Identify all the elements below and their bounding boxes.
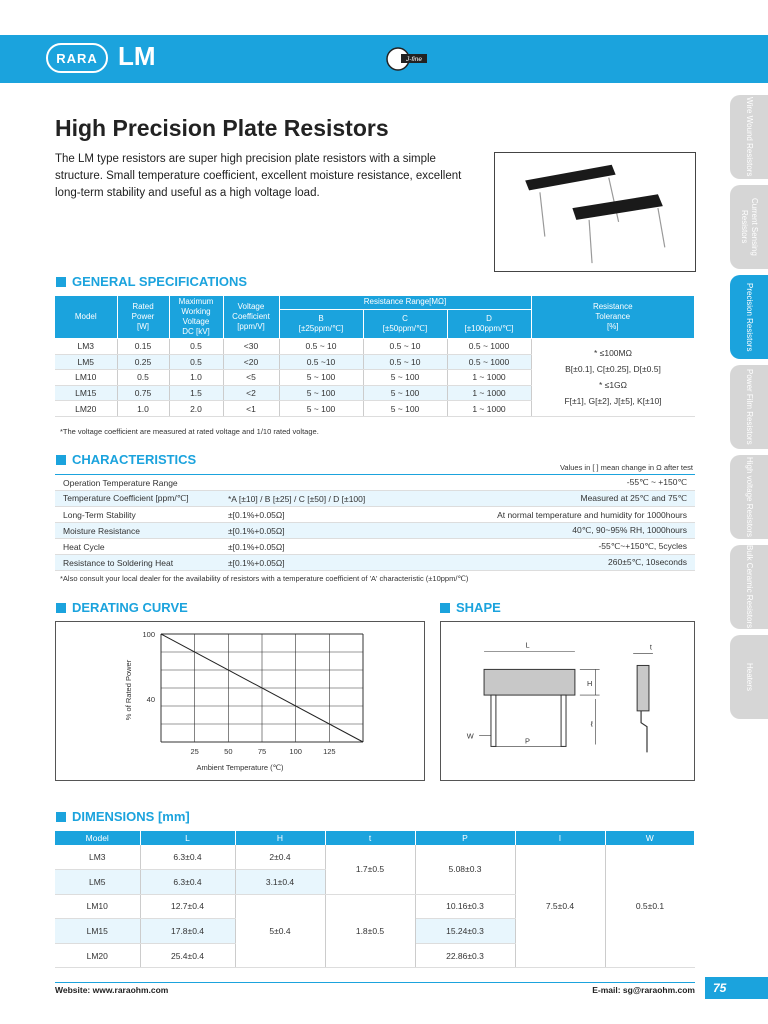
logo-text: RARA xyxy=(56,50,98,66)
shape-diagram xyxy=(440,621,695,781)
dim-label-p: P xyxy=(525,736,530,746)
x-tick-label: 50 xyxy=(224,747,233,756)
x-axis-label: Ambient Temperature (℃) xyxy=(196,763,284,772)
x-tick-label: 125 xyxy=(323,747,336,756)
header-rated-power: Rated Power [W] xyxy=(117,296,169,339)
table-row: LM15 0.75 1.5 <2 5 ~ 100 5 ~ 100 1 ~ 1000 xyxy=(55,385,695,401)
x-tick-labels xyxy=(190,747,335,756)
section-derating-curve: DERATING CURVE xyxy=(56,600,188,615)
header-max-voltage: Maximum Working Voltage DC [kV] xyxy=(169,296,223,339)
header-d: D [±100ppm/℃] xyxy=(447,309,531,339)
table-row: Temperature Coefficient [ppm/℃] *A [±10] / B [±25] / C [±50] / D [±100] Measured at 25℃ and 75℃ xyxy=(55,491,695,507)
x-tick-label: 25 xyxy=(190,747,199,756)
website-link[interactable]: Website: www.raraohm.com xyxy=(55,985,169,995)
y-tick-labels xyxy=(142,630,155,704)
header-tolerance: Resistance Tolerance [%] xyxy=(531,296,695,339)
section-dimensions: DIMENSIONS [mm] xyxy=(56,809,190,824)
table-row: Long-Term Stability ±[0.1%+0.05Ω] At normal temperature and humidity for 1000hours xyxy=(55,507,695,523)
table-row: Operation Temperature Range -55℃ ~ +150℃ xyxy=(55,475,695,491)
header-voltage-coefficient: Voltage Coefficient [ppm/V] xyxy=(223,296,279,339)
side-tab-precision[interactable]: Precision Resistors xyxy=(730,275,768,359)
jfine-badge-icon xyxy=(385,46,429,72)
series-name: LM xyxy=(118,41,156,71)
side-tab-wire-wound[interactable]: Wire Wound Resistors xyxy=(730,95,768,179)
brand-logo xyxy=(46,43,108,73)
table-row: LM5 0.25 0.5 <20 0.5 ~10 0.5 ~ 10 0.5 ~ 1000 xyxy=(55,354,695,370)
top-margin xyxy=(0,0,768,24)
characteristics-table xyxy=(55,474,695,571)
characteristics-note: *Also consult your local dealer for the availability of resistors with a temperature coefficient of 'A' characteristic (±10ppm/℃) xyxy=(60,574,469,583)
general-specs-table xyxy=(55,296,695,417)
header-resistance-range: Resistance Range[MΩ] xyxy=(279,296,531,309)
derating-chart xyxy=(56,622,424,780)
table-row: LM20 1.0 2.0 <1 5 ~ 100 5 ~ 100 1 ~ 1000 xyxy=(55,401,695,417)
dim-label-l: L xyxy=(525,640,530,650)
tolerance-cell: * ≤100MΩ B[±0.1], C[±0.25], D[±0.5] * ≤1GΩ F[±1], G[±2], J[±5], K[±10] xyxy=(531,339,695,417)
side-tab-bulk-ceramic[interactable]: Bulk Ceramic Resistors xyxy=(730,545,768,629)
y-tick-label: 40 xyxy=(146,694,155,704)
table-row: Moisture Resistance ±[0.1%+0.05Ω] 40℃, 90~95% RH, 1000hours xyxy=(55,523,695,539)
dim-label-t: t xyxy=(649,642,652,652)
email-link[interactable]: E-mail: sg@raraohm.com xyxy=(592,985,695,995)
x-tick-label: 100 xyxy=(289,747,302,756)
badge-text: J-fine xyxy=(406,56,422,63)
dim-label-w: W xyxy=(466,731,474,741)
dimensions-table: Model L H t P l W LM3 6.3±0.4 2±0.4 1.7±0.5 5.08±0.3 7.5±0.4 0.5±0.1 LM5 6.3±0.4 3.1±0.4 LM10 12.7±0.4 5±0.4 1.8±0.5 10.16±0.3 LM15 17.8±0.4 15.24±0.3 LM20 25.4±0.4 22.86±0.3 xyxy=(55,831,695,968)
x-tick-label: 75 xyxy=(257,747,267,756)
side-tab-current-sensing[interactable]: Current Sensing Resistors xyxy=(730,185,768,269)
product-photo xyxy=(494,152,696,272)
page-title: High Precision Plate Resistors xyxy=(55,115,389,141)
header-b: B [±25ppm/℃] xyxy=(279,309,363,339)
table-row: LM3 0.15 0.5 <30 0.5 ~ 10 0.5 ~ 10 0.5 ~ 1000 * ≤100MΩ B[±0.1], C[±0.25], D[±0.5] * ≤1GΩ F[±1], G[±2], J[±5], K[±10] xyxy=(55,339,695,355)
table-row: LM20 25.4±0.4 22.86±0.3 xyxy=(55,943,695,968)
page-number: 75 xyxy=(705,977,768,999)
y-tick-label: 100 xyxy=(142,630,155,639)
dim-label-lead: ℓ xyxy=(590,719,593,729)
table-row: LM15 17.8±0.4 15.24±0.3 xyxy=(55,919,695,944)
table-row: Heat Cycle ±[0.1%+0.05Ω] -55℃~+150℃, 5cycles xyxy=(55,539,695,555)
characteristics-caption: Values in [ ] mean change in Ω after test xyxy=(559,463,693,472)
table-row: LM10 0.5 1.0 <5 5 ~ 100 5 ~ 100 1 ~ 1000 xyxy=(55,370,695,386)
dim-label-h: H xyxy=(587,679,593,689)
derating-chart-box xyxy=(55,621,425,781)
side-tab-high-voltage[interactable]: High voltage Resistors xyxy=(730,455,768,539)
section-characteristics: CHARACTERISTICS xyxy=(56,452,196,467)
intro-text: The LM type resistors are super high precision plate resistors with a simple structure. Small temperature coefficient, excellent moisture resistance, excellent long-term stability and useful as a high voltage load. xyxy=(55,153,462,199)
table-row: LM5 6.3±0.4 3.1±0.4 xyxy=(55,870,695,895)
table-row: LM3 6.3±0.4 2±0.4 1.7±0.5 5.08±0.3 7.5±0.4 0.5±0.1 xyxy=(55,845,695,870)
table-row: Resistance to Soldering Heat ±[0.1%+0.05Ω] 260±5℃, 10seconds xyxy=(55,555,695,571)
header-c: C [±50ppm/℃] xyxy=(363,309,447,339)
section-shape: SHAPE xyxy=(440,600,501,615)
general-specs-note: *The voltage coefficient are measured at rated voltage and 1/10 rated voltage. xyxy=(60,427,319,436)
section-general-specs: GENERAL SPECIFICATIONS xyxy=(56,274,247,289)
header-bar xyxy=(0,35,768,83)
header-model: Model xyxy=(55,296,117,339)
table-row: LM10 12.7±0.4 5±0.4 1.8±0.5 10.16±0.3 xyxy=(55,894,695,919)
side-tab-heaters[interactable]: Heaters xyxy=(730,635,768,719)
footer xyxy=(55,982,695,995)
side-category-tabs xyxy=(730,95,768,725)
side-tab-power-film[interactable]: Power Film Resistors xyxy=(730,365,768,449)
y-axis-label: % of Rated Power xyxy=(124,659,133,721)
